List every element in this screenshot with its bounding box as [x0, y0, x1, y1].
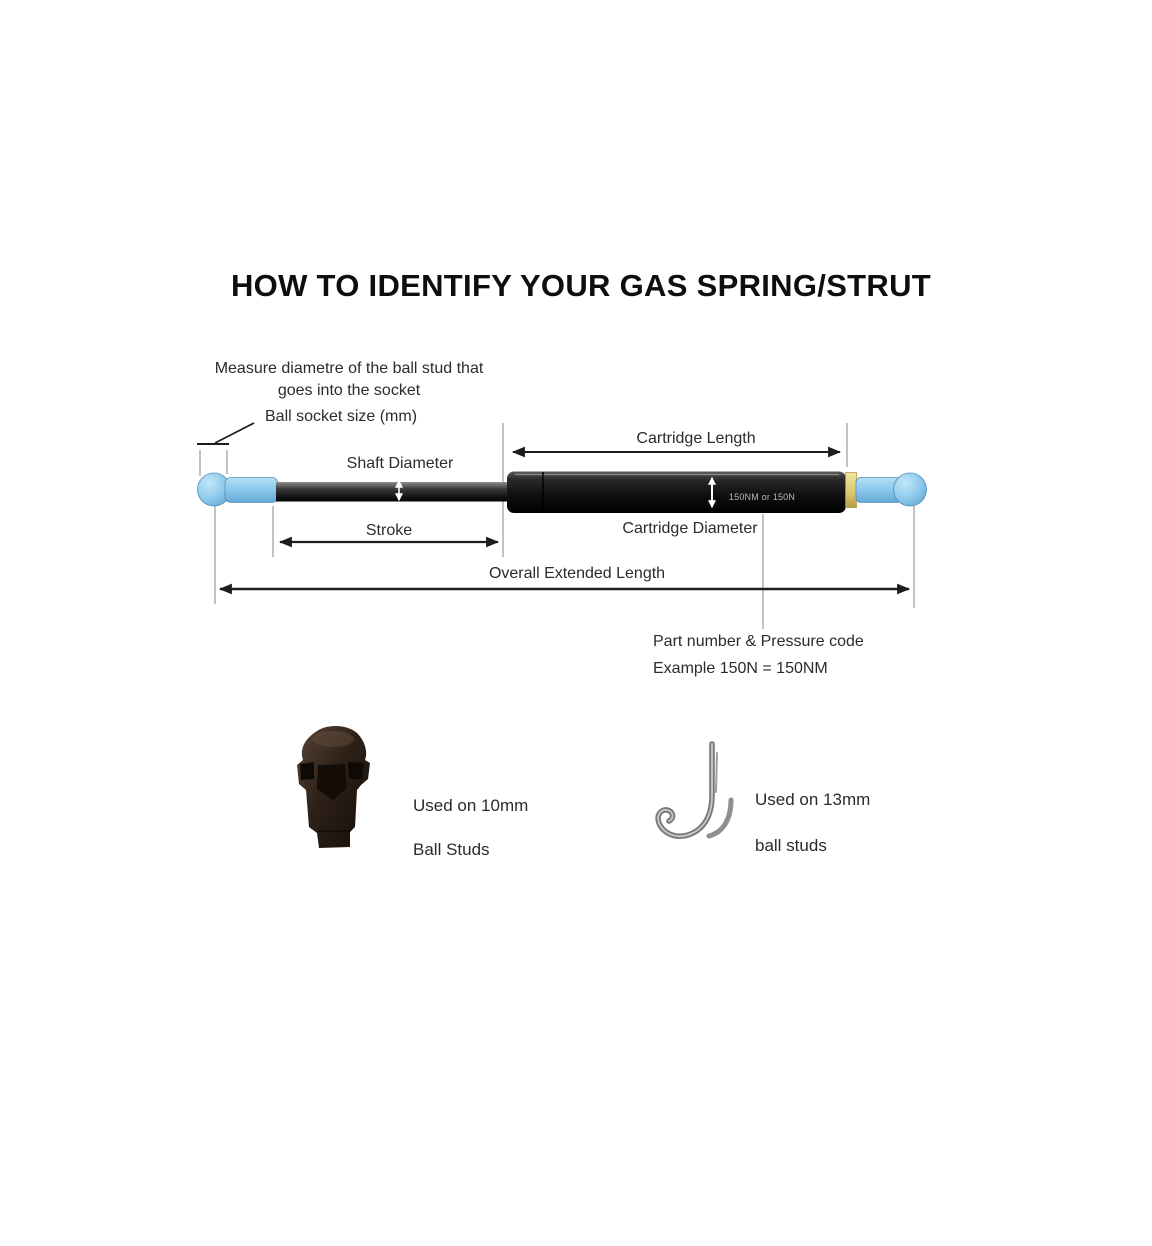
caption-10mm-line2: Ball Studs: [413, 840, 490, 859]
overall-extended-length-label: Overall Extended Length: [488, 565, 666, 582]
ball-socket-leader-line: [215, 423, 254, 443]
caption-10mm-line1: Used on 10mm: [413, 796, 529, 815]
piston-shaft: [276, 482, 510, 502]
yellow-collar: [846, 473, 857, 508]
part-number-label: Part number & Pressure code: [653, 633, 864, 650]
measure-note-line2: goes into the socket: [277, 382, 421, 399]
gas-spring-illustration: [198, 472, 927, 514]
pressure-example-label: Example 150N = 150NM: [653, 660, 828, 677]
cartridge-pressure-marking: 150NM or 150N: [728, 491, 796, 502]
socket-connector-10mm-image: [297, 726, 370, 848]
caption-10mm: [413, 773, 528, 883]
extension-lines: [200, 423, 914, 629]
page-title: HOW TO IDENTIFY YOUR GAS SPRING/STRUT: [230, 268, 932, 303]
caption-13mm-line1: Used on 13mm: [755, 790, 871, 809]
measure-note-line1: Measure diametre of the ball stud that: [214, 360, 484, 377]
cartridge-length-label: Cartridge Length: [636, 430, 756, 447]
caption-13mm: [755, 765, 870, 880]
cartridge-body: [507, 472, 846, 514]
ball-socket-size-label: Ball socket size (mm): [265, 408, 418, 425]
spring-clip-13mm-image: [658, 744, 731, 836]
cartridge-diameter-label: Cartridge Diameter: [622, 520, 758, 537]
stroke-label: Stroke: [365, 522, 413, 539]
right-ball-socket-end: [894, 473, 927, 506]
shaft-diameter-label: Shaft Diameter: [346, 455, 454, 472]
left-end-fitting: [225, 478, 278, 503]
caption-13mm-line2: ball studs: [755, 836, 827, 855]
measure-note: [215, 358, 484, 402]
